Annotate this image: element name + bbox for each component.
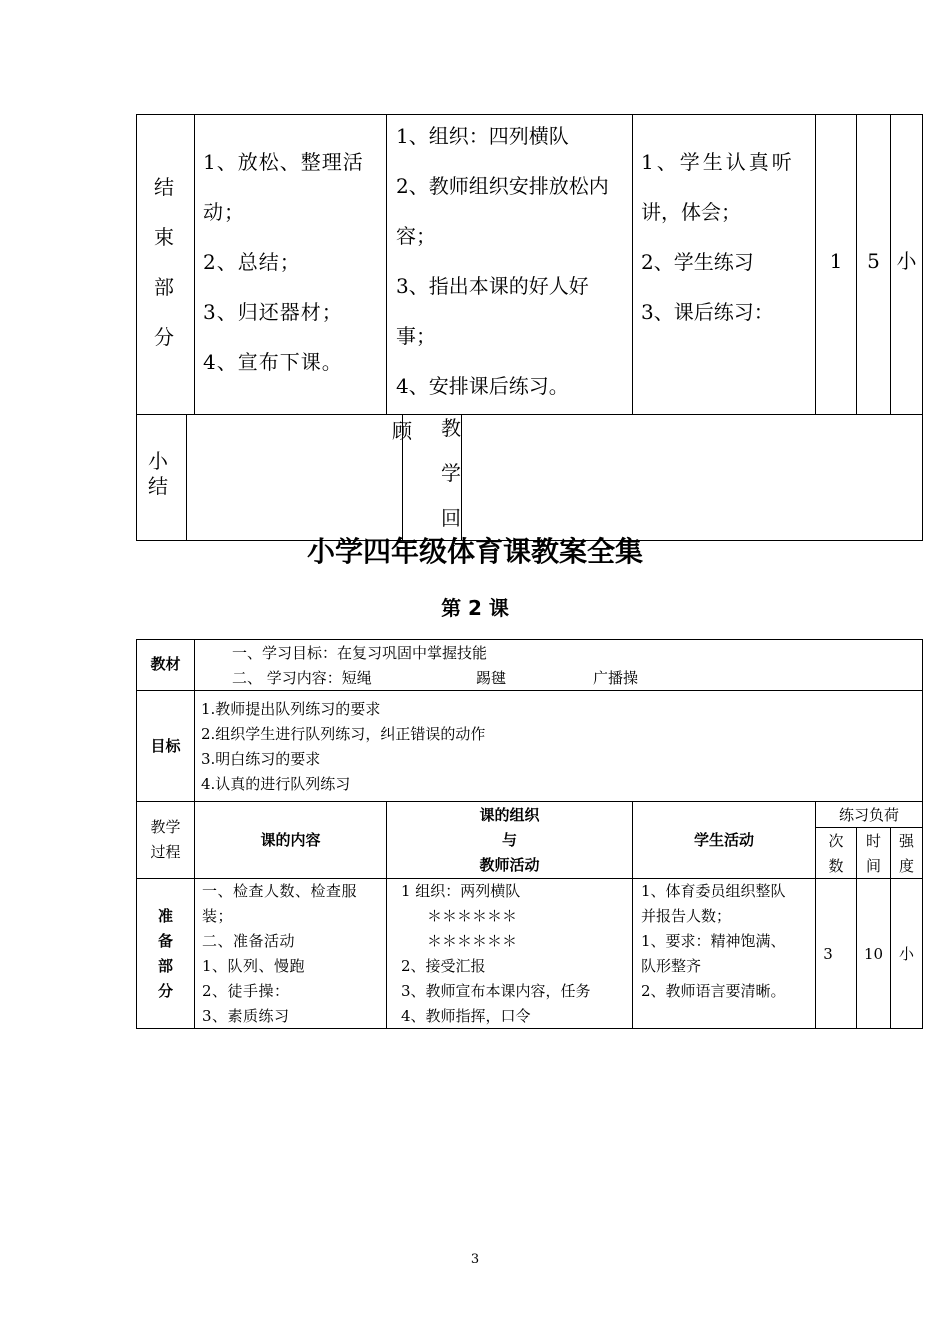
document-title: 小学四年级体育课教案全集 bbox=[306, 535, 643, 568]
header-load: 练习负荷 bbox=[838, 806, 899, 824]
end-count: 1 bbox=[829, 249, 843, 273]
header-content: 课的内容 bbox=[260, 831, 321, 849]
header-load-time: 时 间 bbox=[865, 832, 881, 875]
prep-count: 3 bbox=[823, 945, 833, 963]
prep-content: 一、检查人数、检查服 装； 二、准备活动 1、队列、慢跑 2、徒手操： 3、素质练习 bbox=[202, 882, 358, 1025]
end-student-activity: 1、学生认真听 讲，体会； 2、学生练习 3、课后练习： bbox=[641, 150, 795, 324]
goal-list bbox=[201, 697, 485, 797]
header-load-count: 次 数 bbox=[828, 832, 844, 875]
prep-organization: 1 组织：两列横队 ＊＊＊＊＊＊ ＊＊＊＊＊＊ 2、接受汇报 3、教师宣布本课内容，任务 4、教师指挥，口令 bbox=[401, 882, 591, 1025]
header-load-intensity: 强 度 bbox=[898, 832, 914, 875]
review-col1: 顾 bbox=[392, 419, 412, 443]
material-line-1: 一、学习目标：在复习巩固中掌握技能 bbox=[232, 644, 488, 662]
summary-label: 小 结 bbox=[148, 449, 168, 498]
goal-item: 1.教师提出队列练习的要求 bbox=[201, 700, 381, 718]
page-number: 3 bbox=[470, 1252, 480, 1267]
header-student: 学生活动 bbox=[693, 831, 754, 849]
material-item-jianzi: 踢毽 bbox=[476, 669, 507, 687]
end-organization: 1、组织：四列横队 2、教师组织安排放松内 容； 3、指出本课的好人好 事； 4、安排课后练习。 bbox=[396, 124, 609, 398]
review-col2: 教 学 回 bbox=[441, 416, 461, 530]
prep-time: 10 bbox=[863, 945, 884, 963]
lesson-number: 第 2 课 bbox=[441, 596, 509, 620]
material-label: 教材 bbox=[150, 655, 181, 673]
prep-intensity: 小 bbox=[898, 945, 914, 963]
end-content: 1、放松、整理活 动； 2、总结； 3、归还器材； 4、宣布下课。 bbox=[203, 150, 364, 374]
goal-label: 目标 bbox=[150, 737, 181, 755]
header-process: 教学 过程 bbox=[150, 818, 181, 861]
prep-label: 准 备 部 分 bbox=[157, 907, 173, 1000]
end-time: 5 bbox=[867, 249, 880, 273]
goal-item: 3.明白练习的要求 bbox=[201, 750, 321, 768]
goal-item: 4.认真的进行队列练习 bbox=[201, 775, 351, 793]
prep-student: 1、体育委员组织整队 并报告人数； 1、要求：精神饱满、 队形整齐 2、教师语言要清晰。 bbox=[641, 882, 786, 1000]
material-line-2: 二、 学习内容：短绳 bbox=[232, 669, 372, 687]
end-intensity: 小 bbox=[896, 249, 917, 273]
material-item-exercise: 广播操 bbox=[593, 669, 639, 687]
goal-item: 2.组织学生进行队列练习，纠正错误的动作 bbox=[201, 725, 486, 743]
header-organization: 课的组织 与 教师活动 bbox=[479, 806, 540, 874]
section-label-end: 结 束 部 分 bbox=[154, 175, 174, 349]
